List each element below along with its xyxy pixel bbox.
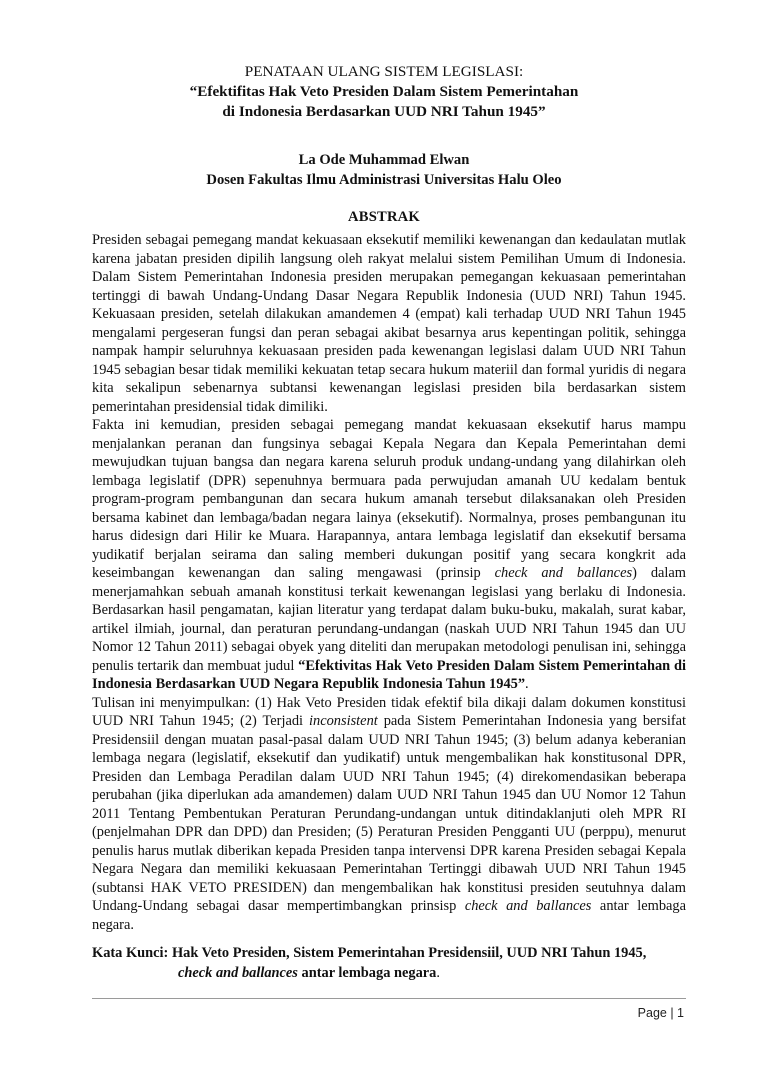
page-number: Page | 1 — [637, 1006, 684, 1020]
abstract-p2-bold-title: “Efektivitas Hak Veto Presiden Dalam Sistem Pemerintahan di Indonesia Berdasarkan UUD Negara Republik Indonesia Tahun 1945” — [92, 657, 686, 692]
abstract-p2-text-b: ) dalam menerjamahkan sebuah amanah konstitusi terkait kewenangan legislasi yang berlaku di Indonesia. Berdasarkan hasil pengamatan, kajian literatur yang terdapat dalam buku-buku, makalah, surat kabar, artikel ilmiah, journal, dan peraturan perundang-undangan (naskah UUD NRI Tahun 1945 dan UU Nomor 12 Tahun 2011) sebagai obyek yang diteliti dan merupakan metodologi penulisan ini, sehingga penulis tertarik dan membuat judul — [92, 565, 686, 674]
abstract-p3-italic-1: inconsistent — [309, 713, 378, 729]
keywords-end: . — [436, 965, 440, 981]
paper-title-line-2: “Efektifitas Hak Veto Presiden Dalam Sistem Pemerintahan — [189, 83, 579, 100]
abstract-p3-italic-2: check and ballances — [464, 898, 592, 914]
keywords-italic: check and ballances — [178, 965, 298, 981]
keywords-block — [92, 943, 692, 983]
abstract-p3-text-b: pada Sistem Pemerintahan Indonesia yang bersifat Presidensiil dengan muatan pasal-pasal dalam UUD NRI Tahun 1945; (3) belum adanya keberanian lembaga negara (legislatif, eksekutif dan yudikatif) untuk mengembalikan hak konstitusonal DPR, Presiden dan Lembaga Peradilan dalam UUD NRI Tahun 1945; (4) direkomendasikan beberapa perubahan (jika diperlukan ada amandemen) dalam UUD NRI Tahun 1945 dan UU Nomor 12 Tahun 2011 Tentang Pembentukan Peraturan Perundang-undangan untuk ditindaklanjuti oleh MPR RI (penjelmahan DPR dan DPD) dan Presiden; (5) Peraturan Presiden Pengganti UU (perppu), menurut penulis harus mutlak diberikan kepada Presiden tanpa intervensi DPR karena Presiden sebagai Kepala Negara Negara dan memiliki kekuasaan Pemerintahan Tertinggi dibawah UUD NRI Tahun 1945 (subtansi HAK VETO PRESIDEN) dan mengembalikan hak konstitusi presiden seutuhnya dalam Undang-Undang sebagai dasar mempertimbangkan prinsisp — [92, 713, 687, 914]
footer-divider — [92, 998, 686, 999]
paper-title-block — [0, 62, 768, 122]
keywords-line-2 — [92, 963, 692, 983]
abstract-body — [92, 231, 686, 934]
abstract-p2-italic: check and ballances — [494, 565, 633, 581]
author-name: La Ode Muhammad Elwan — [298, 152, 470, 168]
author-block — [0, 150, 768, 190]
paper-title-line-3: di Indonesia Berdasarkan UUD NRI Tahun 1945” — [222, 103, 546, 120]
abstract-heading: ABSTRAK — [348, 209, 420, 225]
abstract-p3-text-c: antar lembaga negara. — [92, 898, 686, 933]
abstract-paragraph-1: Presiden sebagai pemegang mandat kekuasaan eksekutif memiliki kewenangan dan kedaulatan mutlak karena jabatan presiden dipilih langsung oleh rakyat melalui sistem Pemilihan Umum di Indonesia. Dalam Sistem Pemerintahan Indonesia presiden merupakan pemegangan kekuasaan pemerintahan tertinggi di bawah Undang-Undang Dasar Negara Republik Indonesia (UUD NRI) Tahun 1945. Kekuasaan presiden, setelah dilakukan amandemen 4 (empat) kali terhadap UUD NRI Tahun 1945 mengalami pergeseran fungsi dan peran sebagai akibat besarnya arus kepentingan politik, sehingga nampak hampir seluruhnya kekuasaan presiden pada kewenangan legislasi dalam UUD NRI Tahun 1945 sebagian besar tidak memiliki kekuatan tetap secara hukum materiil dan formal yuridis di negara kita sekalipun sebenarnya subtansi kewenangan legislasi presiden bila berdasarkan sistem pemerintahan presidensial tidak dimiliki. — [92, 232, 686, 415]
abstract-p2-end: . — [525, 676, 529, 692]
author-affiliation: Dosen Fakultas Ilmu Administrasi Universitas Halu Oleo — [206, 172, 562, 188]
abstract-paragraph-2 — [92, 416, 686, 694]
keywords-rest: antar lembaga negara — [297, 965, 437, 981]
keywords-line-1: Kata Kunci: Hak Veto Presiden, Sistem Pemerintahan Presidensiil, UUD NRI Tahun 1945, — [92, 945, 647, 961]
paper-title-line-1: PENATAAN ULANG SISTEM LEGISLASI: — [244, 63, 524, 80]
abstract-p3-text-a: Tulisan ini menyimpulkan: (1) Hak Veto Presiden tidak efektif bila dikaji dalam dokumen konstitusi UUD NRI Tahun 1945; (2) Terjadi — [92, 694, 686, 729]
abstract-paragraph-3 — [92, 694, 686, 935]
abstract-p2-text-a: Fakta ini kemudian, presiden sebagai pemegang mandat kekuasaan eksekutif harus mampu menjalankan peranan dan fungsinya sebagai Kepala Negara dan Kepala Pemerintahan demi mewujudkan tujuan bangsa dan negara karena seluruh produk undang-undang yang dilahirkan oleh lembaga legislatif (DPR) sepenuhnya bermuara pada perwujudan amanah UU kedalam bentuk program-program pembangunan dan secara hukum amanah tersebut dilaksanakan oleh Presiden bersama kabinet dan lembaga/badan negara lainya (eksekutif). Normalnya, proses pembangunan itu harus didesign dari Hilir ke Muara. Harapannya, antara lembaga legislatif dan eksekutif bersama yudikatif berjalan seirama dan saling memberi dukungan positif yang secara kongkrit ada keseimbangan kewenangan dan saling mengawasi (prinsip — [92, 417, 686, 581]
